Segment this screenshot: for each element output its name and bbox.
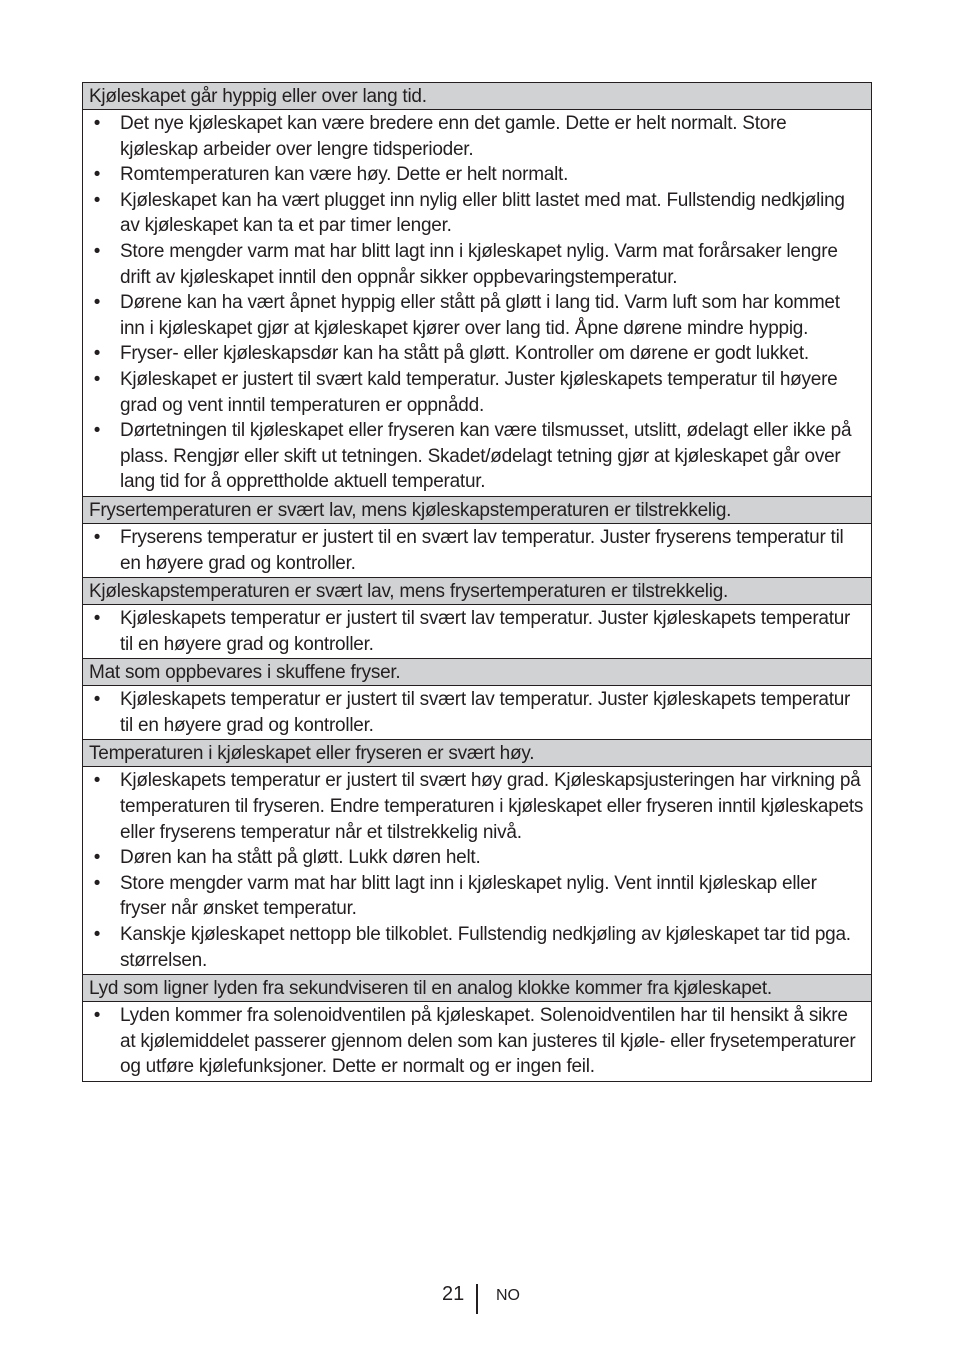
list-item-text: Kanskje kjøleskapet nettopp ble tilkoblet. Fullstendig nedkjøling av kjøleskapet tar tid pga. størrelsen. [120, 924, 851, 971]
list-item-text: Kjøleskapet kan ha vært plugget inn nylig eller blitt lastet med mat. Fullstendig nedkjøling av kjøleskapet kan ta et par timer lenger. [120, 189, 845, 237]
language-code: NO [496, 1287, 520, 1304]
section-body [83, 605, 871, 659]
bullet-icon: • [93, 189, 101, 211]
section-heading: Kjøleskapet går hyppig eller over lang tid. [83, 83, 871, 110]
bullet-icon: • [93, 420, 101, 442]
list-item-text: Kjøleskapets temperatur er justert til svært høy grad. Kjøleskapsjusteringen har virkning på temperaturen til fryseren. Endre temperaturen i kjøleskapet eller fryseren inntil kjøleskapets eller fryserens temperatur når et tilstrekkelig nivå. [120, 770, 864, 843]
section-heading: Kjøleskapstemperaturen er svært lav, mens frysertemperaturen er tilstrekkelig. [83, 578, 871, 605]
bullet-icon: • [93, 924, 101, 946]
list-item [83, 418, 871, 495]
list-item-text: Døren kan ha stått på gløtt. Lukk døren helt. [120, 847, 481, 869]
list-item [83, 239, 871, 290]
list-item [83, 188, 871, 239]
section-body [83, 524, 871, 578]
list-item-text: Dørtetningen til kjøleskapet eller fryseren kan være tilsmusset, utslitt, ødelagt eller ikke på plass. Rengjør eller skift ut tetningen. Skadet/ødelagt tetning gjør at kjøleskapet går over lang tid for å opprettholde aktuell temperatur. [120, 420, 852, 493]
list-item [83, 162, 871, 188]
list-item [83, 845, 871, 871]
section-body [83, 767, 871, 975]
list-item [83, 606, 871, 657]
bullet-icon: • [93, 343, 101, 365]
bullet-icon: • [93, 847, 101, 869]
list-item-text: Det nye kjøleskapet kan være bredere enn det gamle. Dette er helt normalt. Store kjøleskap arbeider over lengre tidsperioder. [120, 113, 787, 160]
bullet-icon: • [93, 608, 101, 630]
list-item-text: Store mengder varm mat har blitt lagt inn i kjøleskapet nylig. Vent inntil kjøleskap eller fryser når ønsket temperatur. [120, 872, 817, 920]
section-heading: Frysertemperaturen er svært lav, mens kjøleskapstemperaturen er tilstrekkelig. [83, 497, 871, 524]
bullet-icon: • [93, 368, 101, 390]
section-heading: Lyd som ligner lyden fra sekundviseren til en analog klokke kommer fra kjøleskapet. [83, 975, 871, 1002]
list-item-text: Kjøleskapets temperatur er justert til svært lav temperatur. Juster kjøleskapets temperatur til en høyere grad og kontroller. [120, 608, 851, 655]
bullet-icon: • [93, 240, 101, 262]
bullet-icon: • [93, 1005, 101, 1027]
section-heading: Temperaturen i kjøleskapet eller fryseren er svært høy. [83, 740, 871, 767]
list-item [83, 871, 871, 922]
list-item [83, 687, 871, 738]
bullet-icon: • [93, 770, 101, 792]
list-item-text: Dørene kan ha vært åpnet hyppig eller stått på gløtt i lang tid. Varm luft som har kommet inn i kjøleskapet gjør at kjøleskapet kjører over lang tid. Åpne dørene mindre hyppig. [120, 292, 840, 339]
list-item [83, 1003, 871, 1080]
list-item-text: Fryser- eller kjøleskapsdør kan ha stått på gløtt. Kontroller om dørene er godt lukket. [120, 343, 809, 365]
bullet-icon: • [93, 164, 101, 186]
section-heading: Mat som oppbevares i skuffene fryser. [83, 659, 871, 686]
section-body [83, 686, 871, 740]
list-item-text: Lyden kommer fra solenoidventilen på kjøleskapet. Solenoidventilen har til hensikt å sikre at kjølemiddelet passerer gjennom delen som kan justeres til kjøle- eller frysetemperaturer og utføre kjølefunksjoner. Dette er normalt og er ingen feil. [120, 1005, 856, 1078]
list-item [83, 922, 871, 973]
list-item-text: Kjøleskapets temperatur er justert til svært lav temperatur. Juster kjøleskapets temperatur til en høyere grad og kontroller. [120, 689, 851, 736]
list-item [83, 290, 871, 341]
bullet-icon: • [93, 292, 101, 314]
list-item [83, 768, 871, 845]
list-item [83, 341, 871, 367]
list-item [83, 367, 871, 418]
list-item-text: Fryserens temperatur er justert til en svært lav temperatur. Juster fryserens temperatur til en høyere grad og kontroller. [120, 526, 844, 574]
bullet-icon: • [93, 113, 101, 134]
bullet-icon: • [93, 526, 101, 548]
troubleshooting-table [82, 82, 872, 1082]
list-item-text: Kjøleskapet er justert til svært kald temperatur. Juster kjøleskapets temperatur til høyere grad og vent inntil temperaturen er oppnådd. [120, 368, 838, 416]
footer-divider [476, 1284, 478, 1314]
section-body [83, 110, 871, 497]
section-body [83, 1002, 871, 1081]
page-number: 21 [442, 1283, 465, 1305]
bullet-icon: • [93, 689, 101, 711]
bullet-icon: • [93, 872, 101, 894]
list-item-text: Romtemperaturen kan være høy. Dette er helt normalt. [120, 164, 569, 186]
list-item [83, 111, 871, 162]
list-item [83, 525, 871, 576]
list-item-text: Store mengder varm mat har blitt lagt inn i kjøleskapet nylig. Varm mat forårsaker lengre drift av kjøleskapet inntil den oppnår sikker oppbevaringstemperatur. [120, 240, 838, 288]
